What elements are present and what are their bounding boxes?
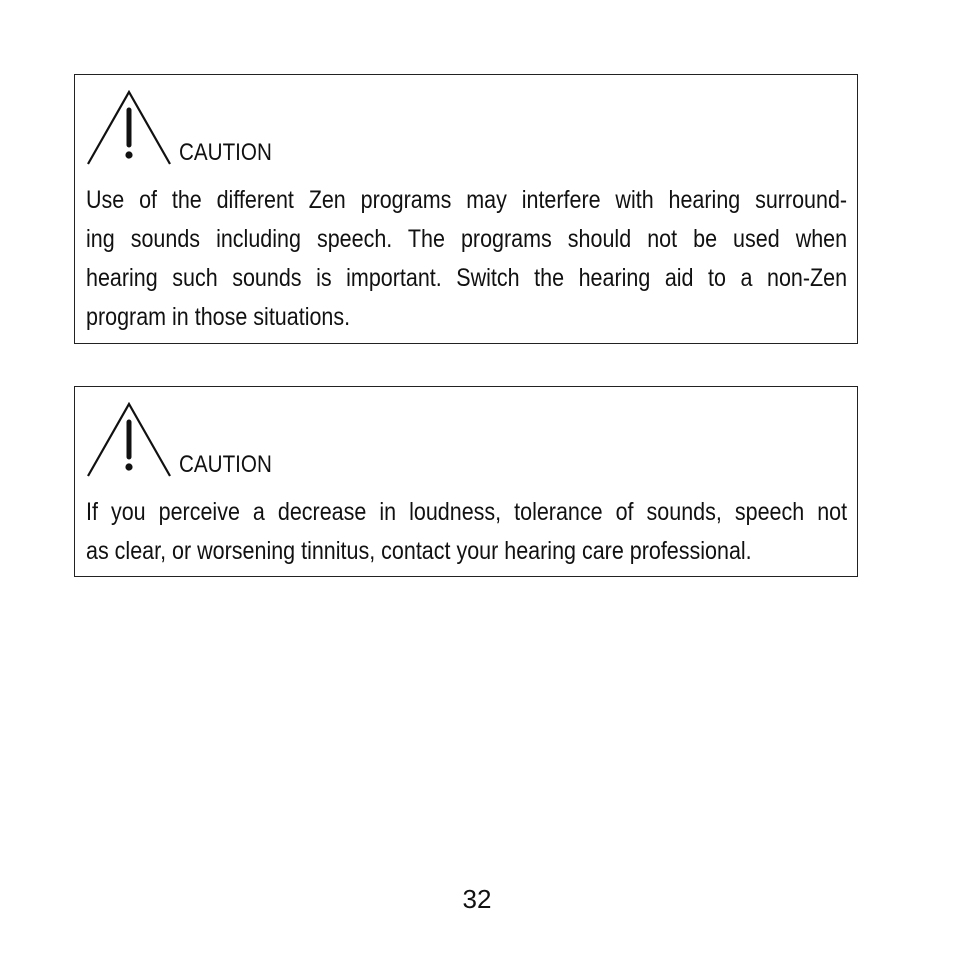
caution-text xyxy=(86,181,847,337)
caution-box-2 xyxy=(74,386,858,577)
page-number: 32 xyxy=(462,884,492,914)
warning-triangle-icon xyxy=(86,402,172,478)
caution-header xyxy=(86,402,486,480)
caution-text-line: Use of the different Zen programs may interfere with hearing surround- xyxy=(86,186,848,214)
warning-triangle-icon xyxy=(86,90,172,166)
caution-label: CAUTION xyxy=(179,139,272,166)
caution-text-line: ing sounds including speech. The programs should not be used when xyxy=(86,225,848,253)
caution-label: CAUTION xyxy=(179,451,272,478)
caution-text-line: hearing such sounds is important. Switch the hearing aid to a non-Zen xyxy=(86,264,848,292)
caution-header xyxy=(86,90,486,168)
caution-text-line: program in those situations. xyxy=(86,303,351,331)
caution-text-line: as clear, or worsening tinnitus, contact your hearing care professional. xyxy=(86,537,752,565)
caution-box-1 xyxy=(74,74,858,344)
caution-text xyxy=(86,493,847,571)
caution-text-line: If you perceive a decrease in loudness, tolerance of sounds, speech not xyxy=(86,498,848,526)
